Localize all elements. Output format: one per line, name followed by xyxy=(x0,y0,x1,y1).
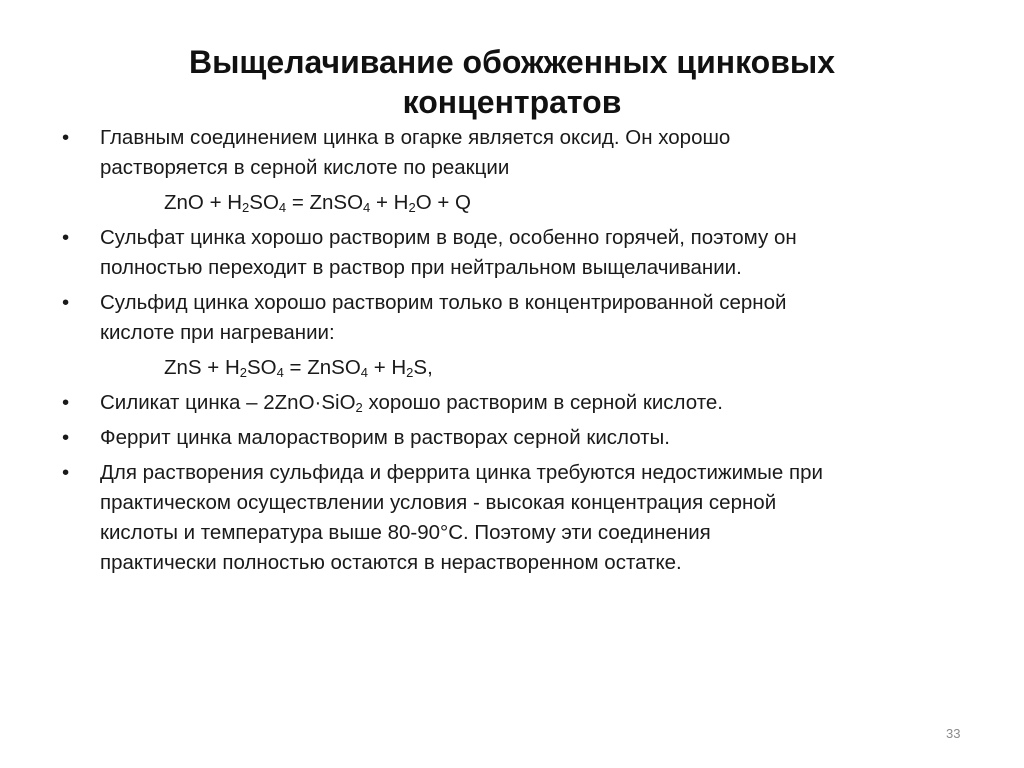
item-text-line: практически полностью остаются в нерастворенном остатке. xyxy=(100,551,682,574)
item-text-line: практическом осуществлении условия - высокая концентрация серной xyxy=(100,491,777,514)
item-text-line: кислоты и температура выше 80-90°С. Поэтому эти соединения xyxy=(100,521,711,544)
item-text-line: кислоте при нагревании: xyxy=(100,321,335,344)
bullet-item-zinc-silicate xyxy=(60,388,960,418)
bullet-icon: • xyxy=(62,126,70,149)
reaction-formula-zno: ZnO + $H_2SO_4$ = ZnSO$_4$ + $H_2O + Q$ xyxy=(164,191,471,215)
slide-title xyxy=(90,42,934,122)
item-text-line: Главным соединением цинка в огарке является оксид. Он хорошо xyxy=(100,126,731,149)
bullet-item-zinc-ferrite xyxy=(60,423,960,453)
item-text-line: Феррит цинка малорастворим в растворах серной кислоты. xyxy=(100,426,670,449)
bullet-item-dissolution-conditions xyxy=(60,458,960,578)
item-text-line: полностью переходит в раствор при нейтральном выщелачивании. xyxy=(100,256,742,279)
item-text-line: растворяется в серной кислоте по реакции xyxy=(100,156,510,179)
bullet-item-zinc-oxide xyxy=(60,123,960,183)
item-text-line: Силикат цинка – 2ZnO·SiO$_2$ хорошо растворим в серной кислоте. xyxy=(100,391,723,415)
bullet-item-zinc-sulfate xyxy=(60,223,960,283)
item-text-line: Сульфид цинка хорошо растворим только в концентрированной серной xyxy=(100,291,787,314)
item-text-line: Сульфат цинка хорошо растворим в воде, особенно горячей, поэтому он xyxy=(100,226,797,249)
bullet-icon: • xyxy=(62,461,70,484)
bullet-item-zinc-sulfide xyxy=(60,288,960,348)
item-text-line: Для растворения сульфида и феррита цинка требуются недостижимые при xyxy=(100,461,823,484)
title-line-2: концентратов xyxy=(402,84,622,120)
bullet-icon: • xyxy=(62,426,70,449)
slide-content xyxy=(60,123,960,583)
bullet-icon: • xyxy=(62,391,70,414)
page-number: 33 xyxy=(946,726,961,741)
bullet-icon: • xyxy=(62,291,70,314)
reaction-formula-zns: ZnS + $H_2SO_4$ = ZnSO$_4$ + $H_2S$, xyxy=(164,356,433,380)
bullet-icon: • xyxy=(62,226,70,249)
title-line-1: Выщелачивание обожженных цинковых xyxy=(188,44,835,80)
